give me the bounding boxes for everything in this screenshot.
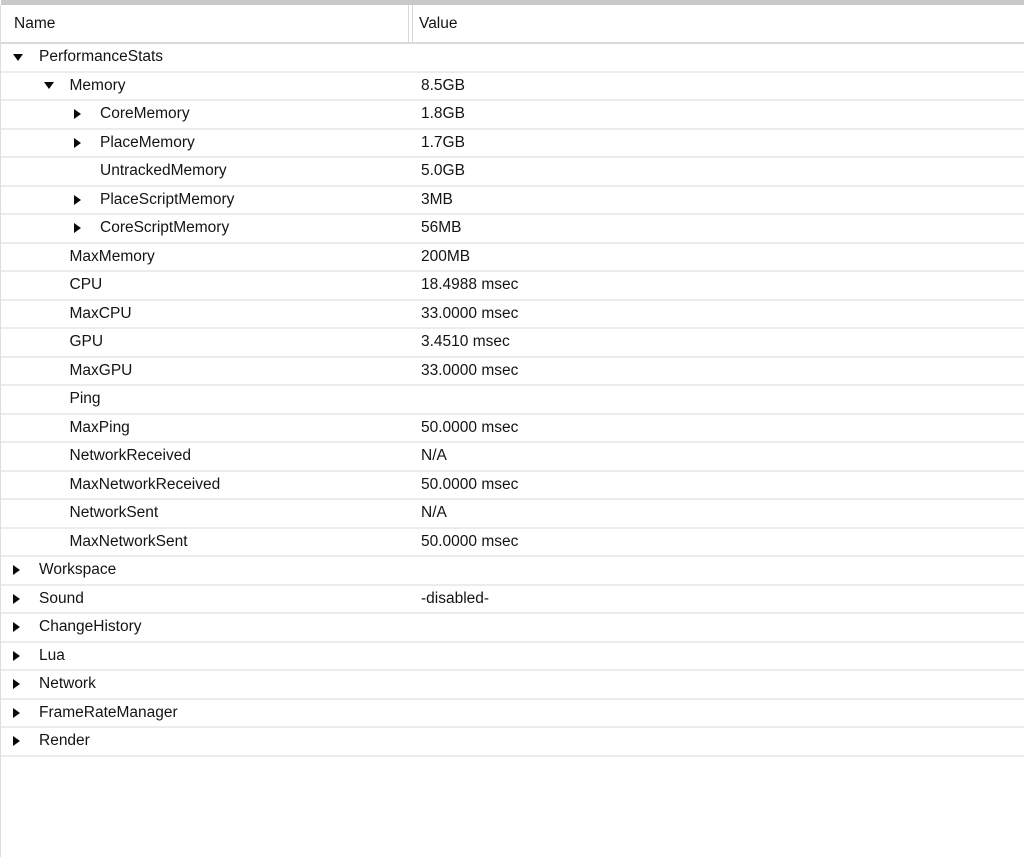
expander-arrow-icon[interactable]: [13, 594, 39, 604]
expander-arrow-icon[interactable]: [74, 223, 100, 233]
row-name-group: [44, 362, 133, 380]
row-name-group: [44, 533, 188, 551]
column-header-name[interactable]: [1, 5, 409, 42]
tree-row[interactable]: [1, 44, 1024, 73]
row-name-group: [44, 419, 130, 437]
expander-arrow-icon[interactable]: [13, 622, 39, 632]
row-name-group: [44, 305, 132, 323]
row-name-group: [74, 219, 229, 237]
row-name-label: GPU: [69, 333, 104, 351]
row-name-label: PerformanceStats: [39, 48, 164, 66]
tree-row[interactable]: [1, 671, 1024, 700]
tree-row[interactable]: [1, 586, 1024, 615]
row-name-label: MaxPing: [69, 418, 130, 436]
expander-arrow-icon[interactable]: [13, 565, 39, 575]
row-name-group: [44, 390, 101, 408]
expander-arrow-icon[interactable]: [74, 138, 100, 148]
row-value-label: 1.7GB: [421, 133, 465, 151]
expander-arrow-icon[interactable]: [13, 54, 39, 61]
tree-row[interactable]: [1, 158, 1024, 187]
row-name-group: [44, 248, 155, 266]
tree-row[interactable]: [1, 386, 1024, 415]
tree-row[interactable]: [1, 472, 1024, 501]
row-name-group: [44, 333, 104, 351]
row-name-group: [13, 675, 96, 693]
row-name-label: Sound: [39, 589, 84, 607]
tree-table: [0, 5, 1024, 857]
row-name-label: MaxNetworkReceived: [69, 475, 221, 493]
row-name-label: Ping: [69, 390, 101, 408]
row-name-label: FrameRateManager: [39, 703, 178, 721]
row-name-group: [13, 704, 178, 722]
row-name-group: [44, 476, 221, 494]
row-name-label: MaxNetworkSent: [69, 532, 188, 550]
row-value-label: 50.0000 msec: [421, 532, 519, 550]
row-name-group: [44, 77, 126, 95]
row-name-group: [44, 276, 103, 294]
tree-table-body: [1, 44, 1024, 757]
row-name-label: CoreScriptMemory: [100, 219, 230, 237]
row-value-label: 33.0000 msec: [421, 304, 519, 322]
row-name-label: PlaceMemory: [100, 133, 195, 151]
expander-arrow-icon[interactable]: [74, 195, 100, 205]
row-name-label: ChangeHistory: [39, 618, 142, 636]
row-name-label: NetworkReceived: [69, 447, 191, 465]
row-value-label: 8.5GB: [421, 76, 465, 94]
expander-arrow-icon[interactable]: [13, 736, 39, 746]
row-name-group: [13, 732, 90, 750]
row-name-group: [74, 134, 195, 152]
tree-row[interactable]: [1, 272, 1024, 301]
row-value-label: -disabled-: [421, 589, 490, 607]
row-name-group: [74, 162, 227, 180]
row-name-label: CoreMemory: [100, 105, 190, 123]
row-name-group: [74, 105, 190, 123]
expander-arrow-icon[interactable]: [13, 708, 39, 718]
row-value-label: 3.4510 msec: [421, 333, 510, 351]
tree-row[interactable]: [1, 187, 1024, 216]
column-header-value[interactable]: [412, 5, 1024, 42]
column-header-row: [1, 5, 1024, 44]
tree-row[interactable]: [1, 700, 1024, 729]
tree-row[interactable]: [1, 415, 1024, 444]
row-name-group: [13, 618, 142, 636]
row-name-group: [13, 48, 163, 66]
row-name-group: [74, 191, 234, 209]
row-value-label: N/A: [421, 504, 447, 522]
row-name-label: MaxMemory: [69, 247, 155, 265]
row-name-label: Workspace: [39, 561, 117, 579]
tree-row[interactable]: [1, 443, 1024, 472]
row-value-label: 50.0000 msec: [421, 418, 519, 436]
row-name-label: PlaceScriptMemory: [100, 190, 235, 208]
tree-row[interactable]: [1, 101, 1024, 130]
expander-arrow-icon[interactable]: [13, 651, 39, 661]
row-name-group: [13, 561, 116, 579]
row-name-group: [44, 447, 191, 465]
tree-row[interactable]: [1, 614, 1024, 643]
row-value-label: 1.8GB: [421, 105, 465, 123]
row-name-group: [13, 647, 65, 665]
tree-row[interactable]: [1, 301, 1024, 330]
row-value-label: 200MB: [421, 247, 471, 265]
row-value-label: 3MB: [421, 190, 453, 208]
tree-row[interactable]: [1, 557, 1024, 586]
row-name-label: NetworkSent: [69, 504, 159, 522]
row-name-label: MaxCPU: [69, 304, 132, 322]
column-header-name-label: Name: [14, 14, 56, 32]
row-value-label: 50.0000 msec: [421, 475, 519, 493]
row-name-label: Memory: [69, 76, 126, 94]
expander-arrow-icon[interactable]: [44, 82, 70, 89]
row-name-group: [13, 590, 84, 608]
tree-row[interactable]: [1, 643, 1024, 672]
row-value-label: N/A: [421, 447, 447, 465]
row-name-label: CPU: [69, 276, 103, 294]
row-name-group: [44, 504, 159, 522]
expander-arrow-icon[interactable]: [74, 109, 100, 119]
tree-row[interactable]: [1, 500, 1024, 529]
tree-row[interactable]: [1, 130, 1024, 159]
tree-row[interactable]: [1, 329, 1024, 358]
row-name-label: Lua: [39, 646, 65, 664]
row-value-label: 18.4988 msec: [421, 276, 519, 294]
row-name-label: MaxGPU: [69, 361, 133, 379]
row-value-label: 33.0000 msec: [421, 361, 519, 379]
row-name-label: UntrackedMemory: [100, 162, 227, 180]
tree-row[interactable]: [1, 215, 1024, 244]
column-header-value-label: Value: [419, 14, 458, 32]
expander-arrow-icon[interactable]: [13, 679, 39, 689]
tree-row[interactable]: [1, 529, 1024, 558]
row-value-label: 56MB: [421, 219, 462, 237]
tree-row[interactable]: [1, 73, 1024, 102]
row-value-label: 5.0GB: [421, 162, 465, 180]
row-name-label: Render: [39, 732, 90, 750]
row-name-label: Network: [39, 675, 96, 693]
tree-row[interactable]: [1, 244, 1024, 273]
tree-row[interactable]: [1, 728, 1024, 757]
tree-row[interactable]: [1, 358, 1024, 387]
